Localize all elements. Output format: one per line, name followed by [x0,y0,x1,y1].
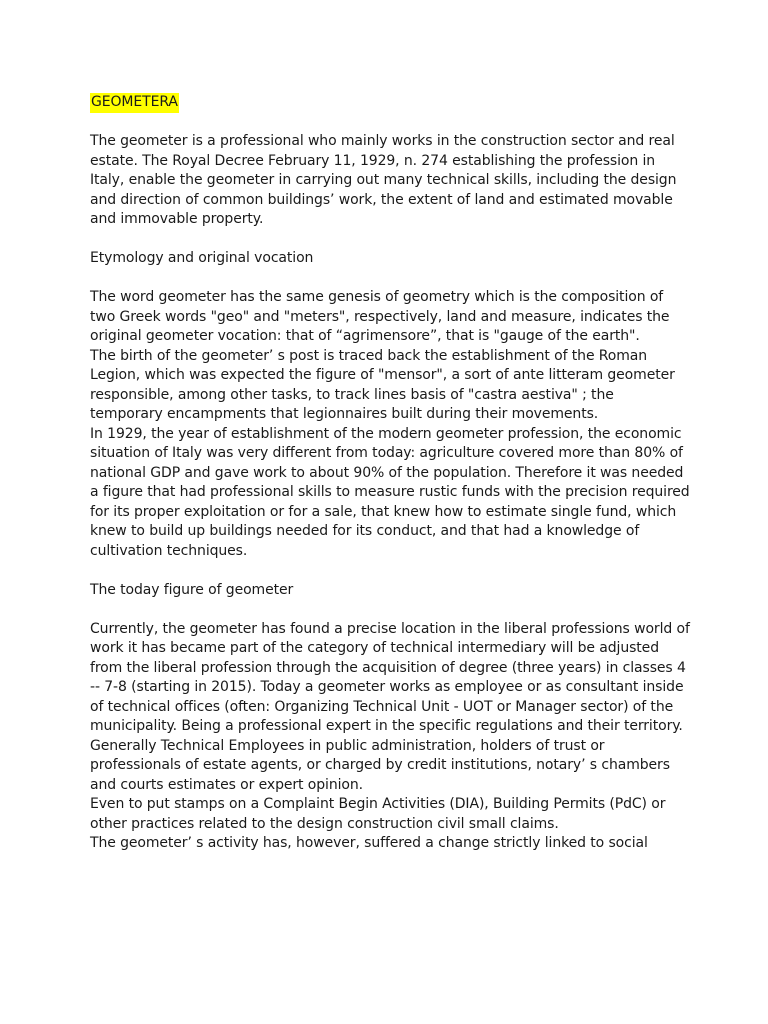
paragraph-currently: Currently, the geometer has found a precise location in the liberal professions world of work it has became part of the category of technical intermediary will be adjusted from the liberal profession through the acquisition of degree (three years) in classes 4 -- 7-8 (starting in 2015). Today a geometer works as employee or as consultant inside of technical offices (often: Organizing Technical Unit - UOT or Manager sector) of the municipality. Being a professional expert in the specific regulations and their territory. Generally Technical Employees in public administration, holders of trust or professionals of estate agents, or charged by credit institutions, notary’ s chambers and courts estimates or expert opinion. [90,620,690,793]
spacer [90,561,690,581]
spacer [90,113,690,133]
intro-paragraph: The geometer is a professional who mainly works in the construction sector and real estate. The Royal Decree February 11, 1929, n. 274 establishing the profession in Italy, enable the geometer in carrying out many technical skills, including the design and direction of common buildings’ work, the extent of land and estimated movable and immovable property. [90,133,677,227]
document-title-line [90,93,690,113]
spacer [90,600,690,620]
paragraph-birth: The birth of the geometer’ s post is traced back the establishment of the Roman Legion, which was expected the figure of "mensor", a sort of ante litteram geometer responsible, among other tasks, to track lines basis of "castra aestiva" ; the temporary encampments that legionnaires built during their movements. [90,347,675,422]
paragraph-word-origin: The word geometer has the same genesis of geometry which is the composition of two Greek words "geo" and "meters", respectively, land and measure, indicates the original geometer vocation: that of “agrimensore”, that is "gauge of the earth". [90,289,670,344]
document-page [90,93,690,854]
document-title: GEOMETERA [90,93,179,113]
paragraph-stamps: Even to put stamps on a Complaint Begin Activities (DIA), Building Permits (PdC) or other practices related to the design construction civil small claims. [90,796,666,832]
spacer [90,269,690,289]
spacer [90,230,690,250]
paragraph-1929: In 1929, the year of establishment of the modern geometer profession, the economic situation of Italy was very different from today: agriculture covered more than 80% of national GDP and gave work to about 90% of the population. Therefore it was needed a figure that had professional skills to measure rustic funds with the precision required for its proper exploitation or for a sale, that knew how to estimate single fund, which knew to build up buildings needed for its conduct, and that had a knowledge of cultivation techniques. [90,425,690,559]
paragraph-activity: The geometer’ s activity has, however, suffered a change strictly linked to social [90,835,648,851]
section-heading-etymology: Etymology and original vocation [90,250,314,266]
section-heading-today: The today figure of geometer [90,581,294,598]
